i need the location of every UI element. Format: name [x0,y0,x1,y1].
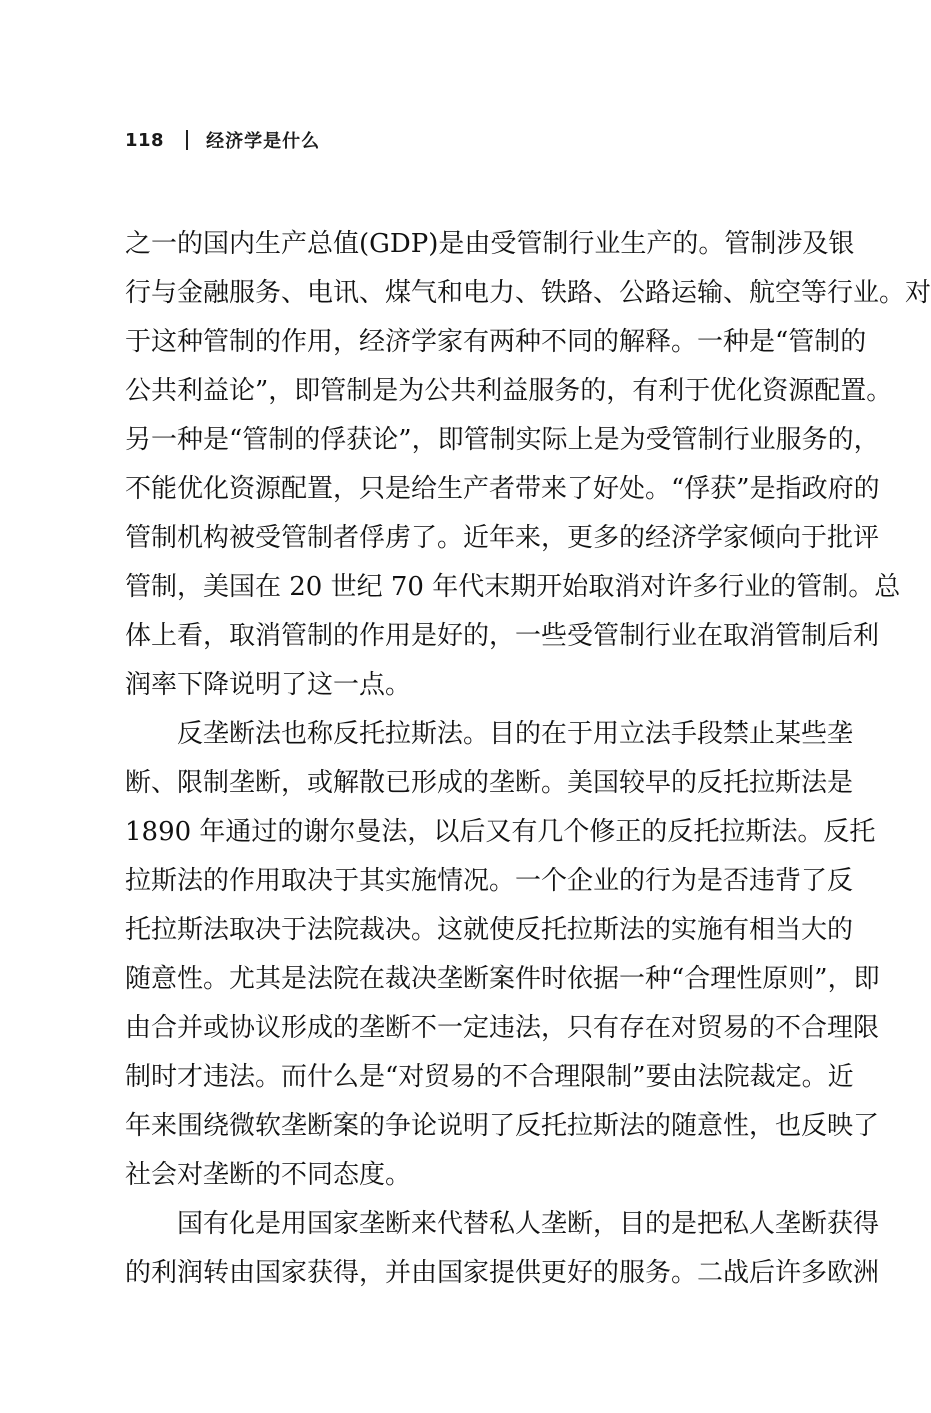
running-header [125,124,320,156]
text-line: 随意性。尤其是法院在裁决垄断案件时依据一种“合理性原则”，即 [125,964,880,994]
text-line: 管制，美国在 20 世纪 70 年代末期开始取消对许多行业的管制。总 [125,572,901,602]
text-line: 国有化是用国家垄断来代替私人垄断，目的是把私人垄断获得 [177,1209,880,1239]
header-divider [186,130,188,150]
text-line: 润率下降说明了这一点。 [125,670,412,700]
text-line: 行与金融服务、电讯、煤气和电力、铁路、公路运输、航空等行业。对 [125,278,931,308]
body-text [125,220,931,1298]
text-line: 公共利益论”，即管制是为公共利益服务的，有利于优化资源配置。 [125,376,893,406]
text-line: 不能优化资源配置，只是给生产者带来了好处。“俘获”是指政府的 [125,474,880,504]
text-line: 另一种是“管制的俘获论”，即管制实际上是为受管制行业服务的， [125,425,880,455]
text-line: 于这种管制的作用，经济学家有两种不同的解释。一种是“管制的 [125,327,867,357]
text-line: 断、限制垄断，或解散已形成的垄断。美国较早的反托拉斯法是 [125,768,854,798]
text-line: 管制机构被受管制者俘虏了。近年来，更多的经济学家倾向于批评 [125,523,880,553]
text-line: 拉斯法的作用取决于其实施情况。一个企业的行为是否违背了反 [125,866,854,896]
text-line: 1890 年通过的谢尔曼法，以后又有几个修正的反托拉斯法。反托 [125,817,876,847]
book-title: 经济学是什么 [206,131,321,152]
text-line: 由合并或协议形成的垄断不一定违法，只有存在对贸易的不合理限 [125,1013,880,1043]
text-line: 之一的国内生产总值(GDP)是由受管制行业生产的。管制涉及银 [125,229,855,259]
text-line: 体上看，取消管制的作用是好的，一些受管制行业在取消管制后利 [125,621,880,651]
text-line: 托拉斯法取决于法院裁决。这就使反托拉斯法的实施有相当大的 [125,915,854,945]
text-line: 的利润转由国家获得，并由国家提供更好的服务。二战后许多欧洲 [125,1258,880,1288]
page-number: 118 [125,129,165,151]
text-line: 社会对垄断的不同态度。 [125,1160,412,1190]
text-line: 年来围绕微软垄断案的争论说明了反托拉斯法的随意性，也反映了 [125,1111,880,1141]
text-line: 制时才违法。而什么是“对贸易的不合理限制”要由法院裁定。近 [125,1062,854,1092]
text-line: 反垄断法也称反托拉斯法。目的在于用立法手段禁止某些垄 [177,719,854,749]
